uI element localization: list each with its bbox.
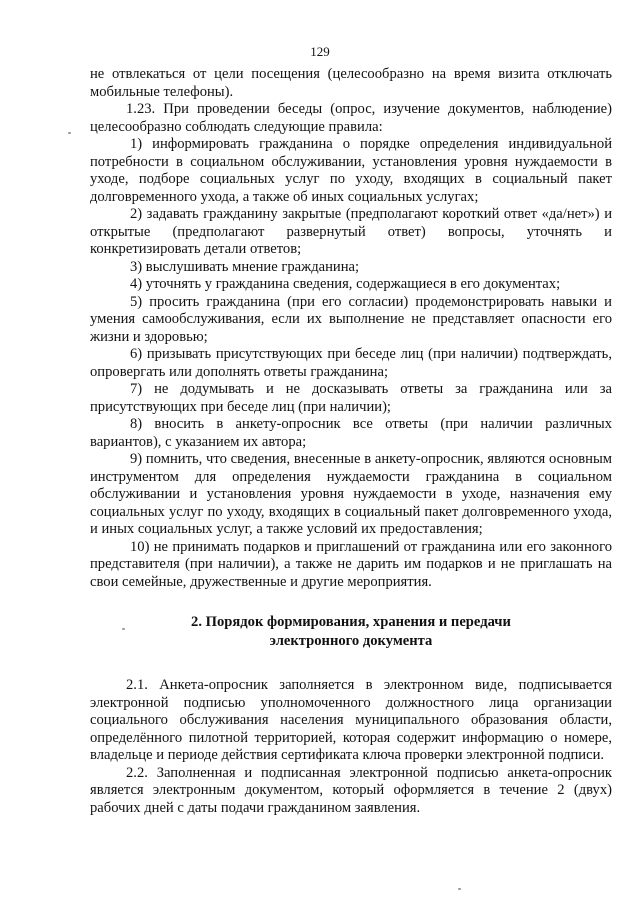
list-item: 5) просить гражданина (при его согласии) продемонстрировать навыки и умения самообслуживания, если их выполнение не представляет опасности его жизни и здоровью;: [90, 293, 612, 345]
list-item: 2) задавать гражданину закрытые (предполагают короткий ответ «да/нет») и открытые (предполагают развернутый ответ) вопросы, уточнять и конкретизировать детали ответов;: [90, 206, 612, 257]
paragraph: 2.2. Заполненная и подписанная электронной подписью анкета-опросник является электронным документом, который оформляется в течение 2 (двух) рабочих дней с даты подачи гражданином заявления.: [90, 764, 612, 816]
list-item: 7) не додумывать и не досказывать ответы за гражданина или за присутствующих при беседе лиц (при наличии);: [90, 381, 612, 415]
list-item: 1) информировать гражданина о порядке определения индивидуальной потребности в социальном обслуживании, установления уровня нуждаемости в уходе, подборе социальных услуг по уходу, входящих в социальный пакет долговременного ухода, а также об иных социальных услугах;: [90, 136, 612, 205]
list-item: 10) не принимать подарков и приглашений от гражданина или его законного представителя (при наличии), а также не дарить им подарков и не приглашать на свои семейные, дружественные и другие мероприятия.: [90, 538, 612, 590]
page-number: 129: [310, 44, 330, 59]
paragraph: 1.23. При проведении беседы (опрос, изучение документов, наблюдение) целесообразно соблюдать следующие правила:: [90, 101, 612, 135]
scan-speck: [122, 628, 125, 630]
section-heading: [90, 613, 612, 651]
section-heading-line: 2. Порядок формирования, хранения и передачи: [191, 614, 511, 630]
paragraph: не отвлекаться от цели посещения (целесообразно на время визита отключать мобильные телефоны).: [90, 66, 612, 100]
document-body: [90, 66, 612, 817]
scan-speck: [68, 132, 71, 134]
scan-speck: [458, 888, 461, 890]
section-heading-line: электронного документа: [269, 633, 433, 649]
list-item: 9) помнить, что сведения, внесенные в анкету-опросник, являются основным инструментом для определения нуждаемости гражданина в социальном обслуживании и установления уровня нуждаемости в уходе, назначения ему социальных услуг по уходу, входящих в социальный пакет долговременного ухода, и иных социальных услуг, а также условий их предоставления;: [90, 451, 612, 537]
list-item: 6) призывать присутствующих при беседе лиц (при наличии) подтверждать, опровергать или дополнять ответы гражданина;: [90, 346, 612, 380]
list-item: 3) выслушивать мнение гражданина;: [130, 258, 360, 275]
list-item: 4) уточнять у гражданина сведения, содержащиеся в его документах;: [130, 276, 561, 292]
list-item: 8) вносить в анкету-опросник все ответы (при наличии различных вариантов), с указанием их автора;: [90, 416, 612, 450]
paragraph: 2.1. Анкета-опросник заполняется в электронном виде, подписывается электронной подписью уполномоченного должностного лица организации социального обслуживания населения муниципального образования области, определённого пилотной территорией, которая содержит информацию о номере, владельце и периоде действия сертификата ключа проверки электронной подписи.: [90, 677, 612, 763]
